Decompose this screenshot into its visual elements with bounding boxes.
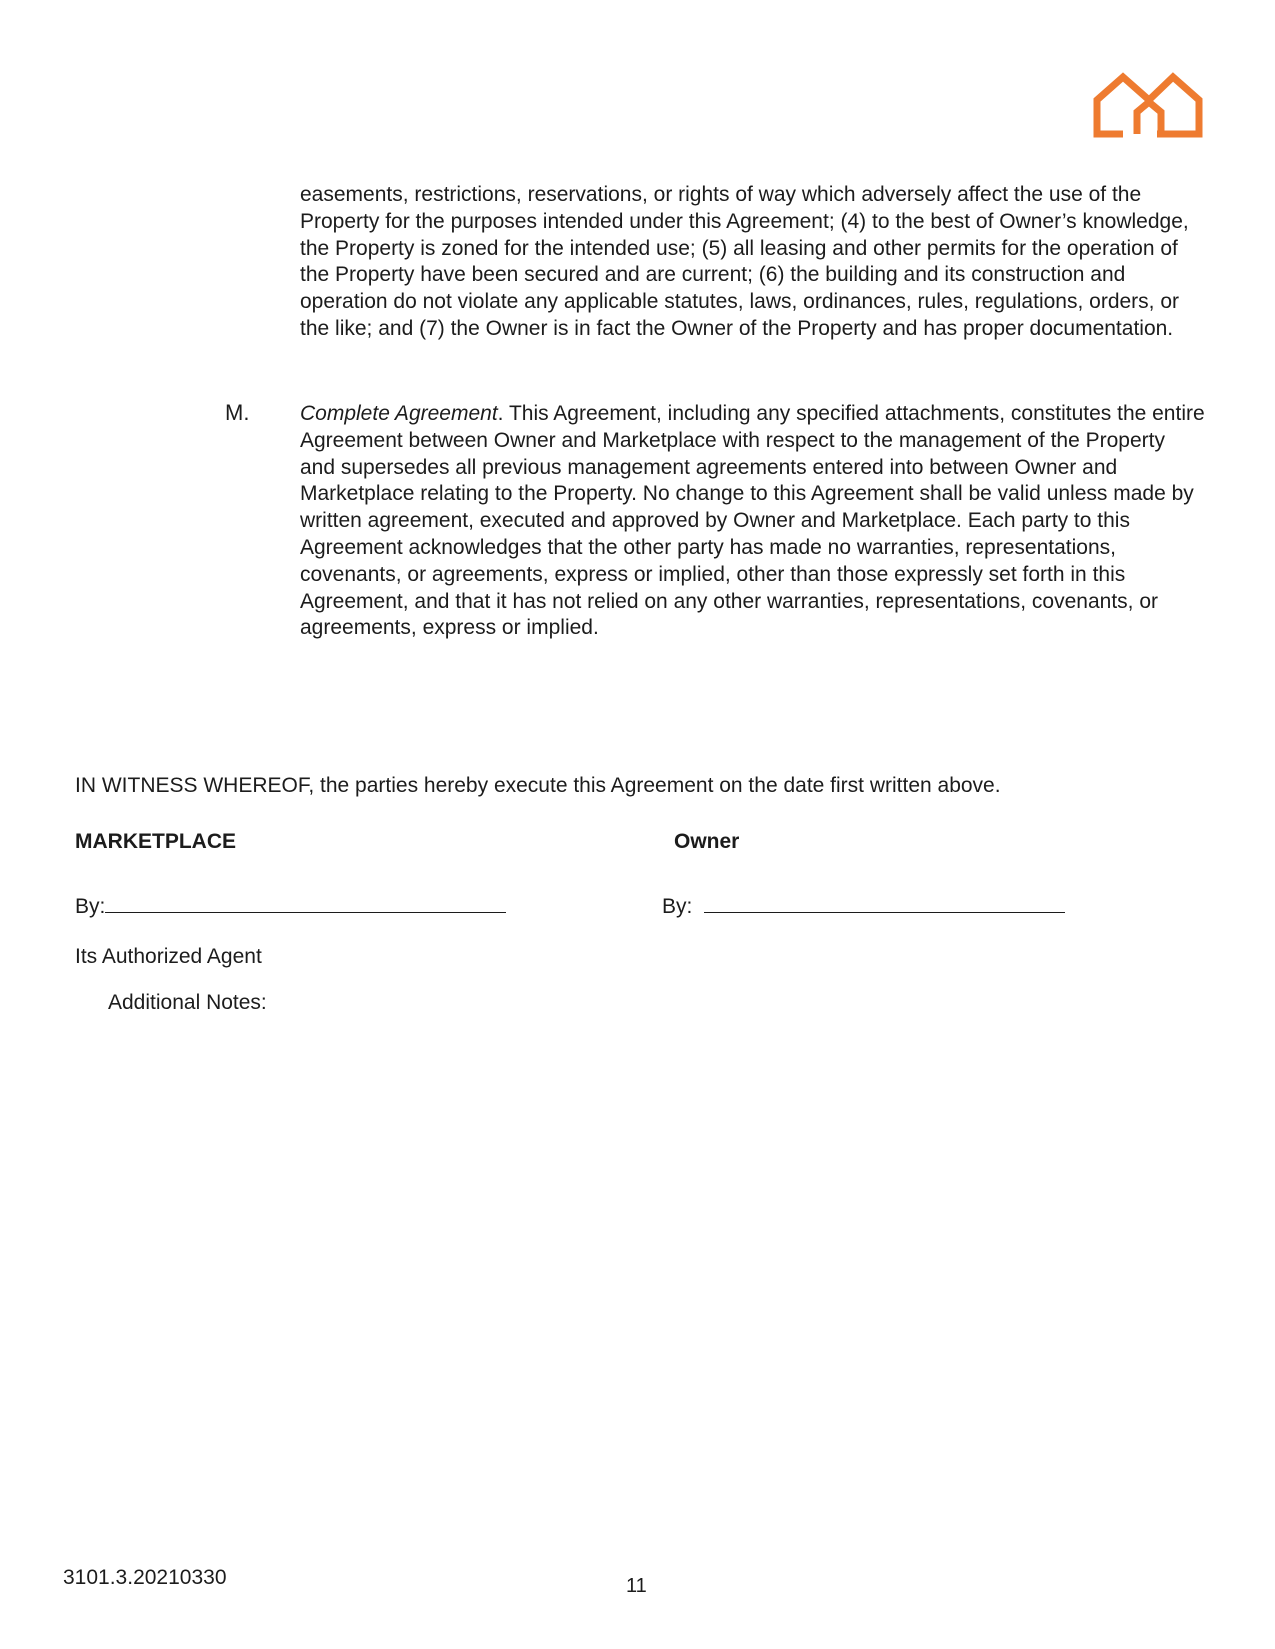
page-number: 11 — [626, 1575, 647, 1597]
additional-notes-label: Additional Notes: — [108, 991, 267, 1014]
marketplace-label: MARKETPLACE — [75, 830, 236, 853]
house-logo-icon — [1093, 72, 1203, 140]
section-m-title: Complete Agreement — [300, 402, 498, 425]
by-label-marketplace: By: — [75, 895, 106, 918]
witness-statement: IN WITNESS WHEREOF, the parties hereby execute this Agreement on the date first written above. — [75, 774, 1001, 797]
owner-signature-block — [662, 890, 1065, 920]
section-m-text: . This Agreement, including any specified attachments, constitutes the entire Agreement between Owner and Marketplace with respect to the management of the Property and supersedes all previous management agreements entered into between Owner and Marketplace relating to the Property. No change to this Agreement shall be valid unless made by written agreement, executed and approved by Owner and Marketplace. Each party to this Agreement acknowledges that the other party has made no warranties, representations, covenants, or agreements, express or implied, other than those expressly set forth in this Agreement, and that it has not relied on any other warranties, representations, covenants, or agreements, express or implied. — [300, 402, 1205, 640]
by-label-owner: By: — [662, 895, 699, 918]
owner-signature-line[interactable] — [704, 890, 1065, 913]
marketplace-signature-block — [75, 890, 506, 920]
document-id: 3101.3.20210330 — [63, 1566, 227, 1589]
section-letter-m: M. — [225, 400, 250, 425]
owner-label: Owner — [674, 830, 740, 853]
marketplace-signature-line[interactable] — [105, 890, 506, 913]
continued-paragraph: easements, restrictions, reservations, or rights of way which adversely affect the use of the Property for the purposes intended under this Agreement; (4) to the best of Owner’s knowledge, the Property is zoned for the intended use; (5) all leasing and other permits for the operation of the Property have been secured and are current; (6) the building and its construction and operation do not violate any applicable statutes, laws, ordinances, rules, regulations, orders, or the like; and (7) the Owner is in fact the Owner of the Property and has proper documentation. — [300, 183, 1189, 340]
authorized-agent-label: Its Authorized Agent — [75, 945, 262, 968]
section-m-paragraph — [300, 401, 1205, 642]
